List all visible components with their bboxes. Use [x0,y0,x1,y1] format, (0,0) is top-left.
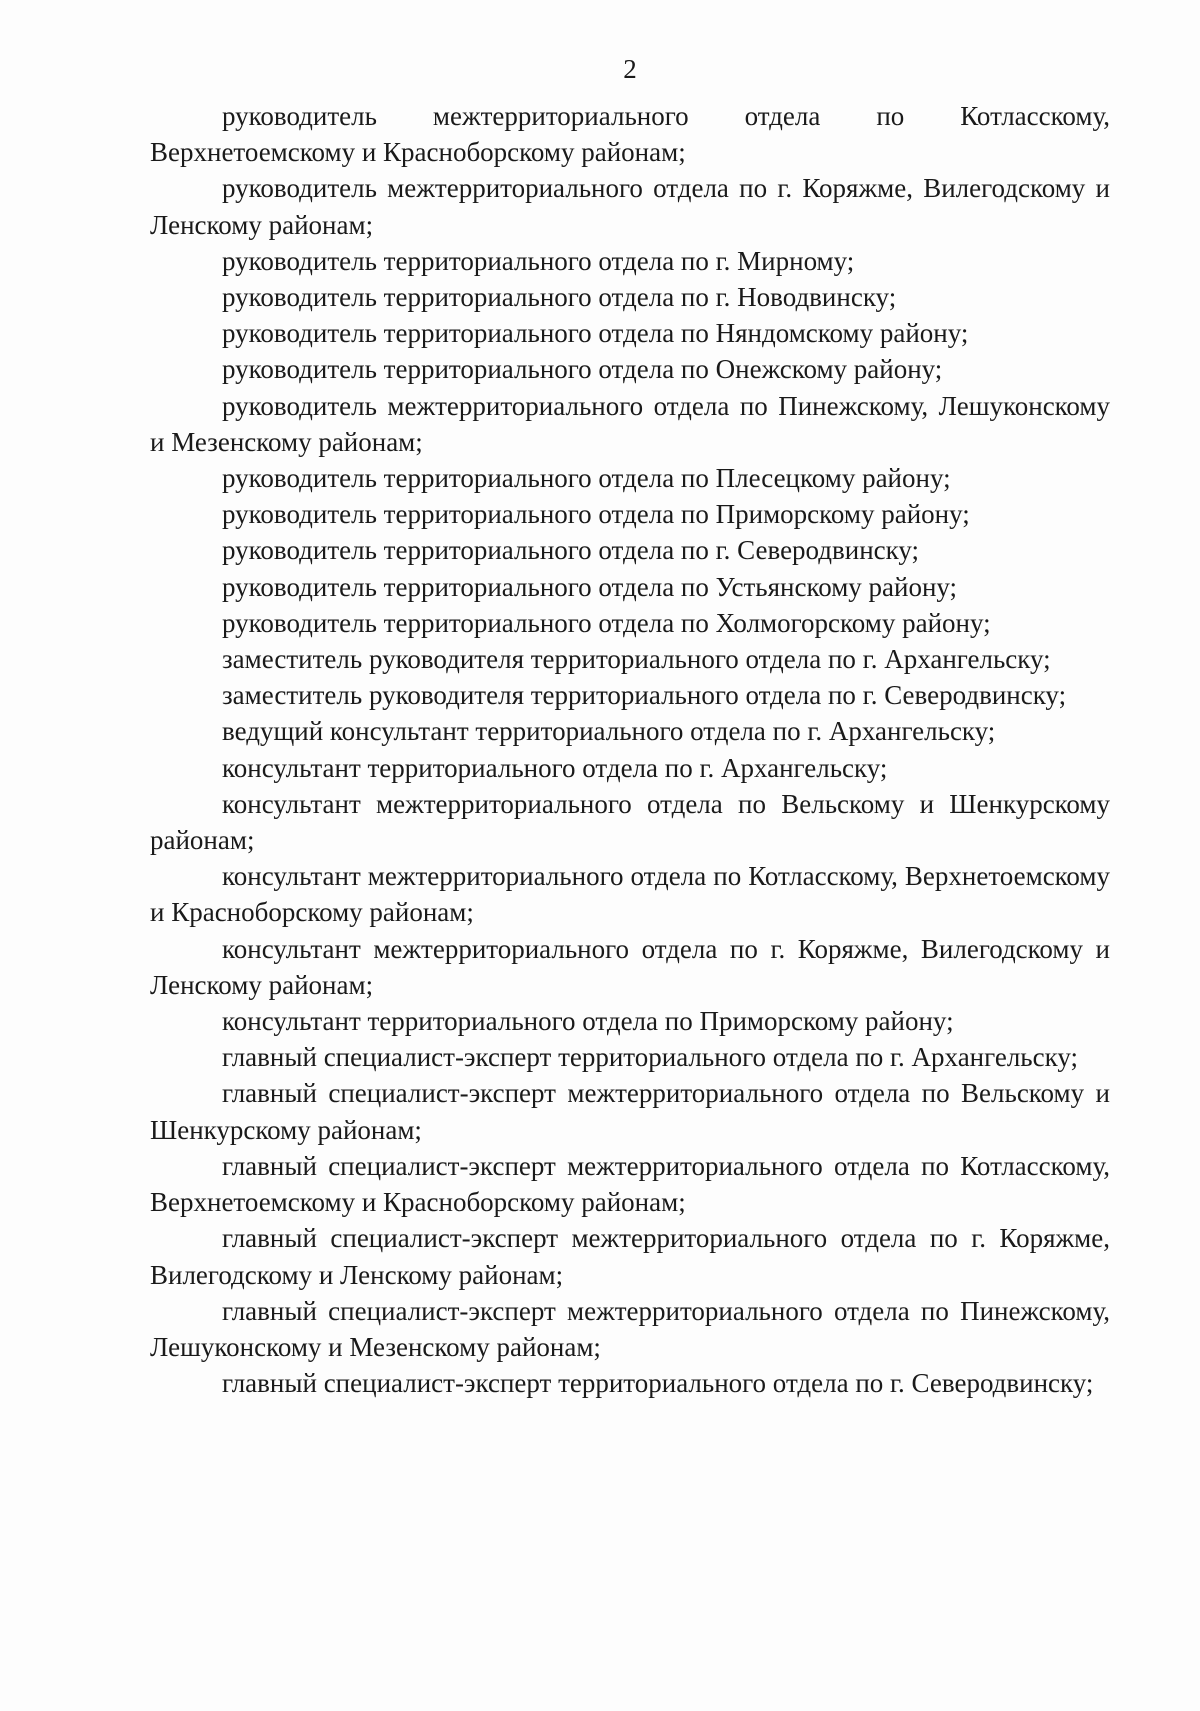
paragraph: консультант территориального отдела по Приморскому району; [222,1006,954,1037]
paragraph: заместитель руководителя территориального отдела по г. Северодвинску; [222,680,1067,711]
paragraph: руководитель территориального отдела по Онежскому району; [222,354,943,385]
paragraph: главный специалист-эксперт территориального отдела по г. Северодвинску; [222,1368,1094,1399]
paragraph: консультант территориального отдела по г. Архангельску; [222,752,888,783]
paragraph: руководитель территориального отдела по г. Северодвинску; [222,535,920,566]
paragraph: главный специалист-эксперт межтерриториального отдела по Пинежскому, Лешуконскому и Мезенскому районам; [150,1295,1110,1362]
paragraph: руководитель территориального отдела по Холмогорскому району; [222,607,991,638]
page-number: 2 [623,54,637,84]
paragraph: главный специалист-эксперт территориального отдела по г. Архангельску; [222,1042,1078,1073]
document-body [150,98,1110,1401]
paragraph: руководитель межтерриториального отдела по г. Коряжме, Вилегодскому и Ленскому районам; [150,173,1110,240]
paragraph: руководитель территориального отдела по Плесецкому району; [222,463,951,494]
paragraph: руководитель межтерриториального отдела по Пинежскому, Лешуконскому и Мезенскому районам; [150,390,1110,457]
paragraph: консультант межтерриториального отдела по Котласскому, Верхнетоемскому и Красноборскому районам; [150,861,1110,928]
paragraph: ведущий консультант территориального отдела по г. Архангельску; [222,716,996,747]
paragraph: руководитель межтерриториального отдела по Котласскому, Верхнетоемскому и Красноборскому районам; [150,101,1110,168]
paragraph: руководитель территориального отдела по Устьянскому району; [222,571,958,602]
paragraph: главный специалист-эксперт межтерриториального отдела по Вельскому и Шенкурскому районам; [150,1078,1110,1145]
paragraph: заместитель руководителя территориального отдела по г. Архангельску; [222,644,1051,675]
paragraph: консультант межтерриториального отдела по г. Коряжме, Вилегодскому и Ленскому районам; [150,933,1110,1000]
paragraph: руководитель территориального отдела по Няндомскому району; [222,318,969,349]
paragraph: консультант межтерриториального отдела по Вельскому и Шенкурскому районам; [150,788,1110,856]
paragraph: руководитель территориального отдела по Приморскому району; [222,499,970,530]
paragraph: главный специалист-эксперт межтерриториального отдела по г. Коряжме, Вилегодскому и Ленскому районам; [150,1223,1110,1290]
paragraph: руководитель территориального отдела по г. Мирному; [222,245,855,276]
paragraph: руководитель территориального отдела по г. Новодвинску; [222,282,897,313]
paragraph: главный специалист-эксперт межтерриториального отдела по Котласскому, Верхнетоемскому и Красноборскому районам; [150,1150,1110,1218]
